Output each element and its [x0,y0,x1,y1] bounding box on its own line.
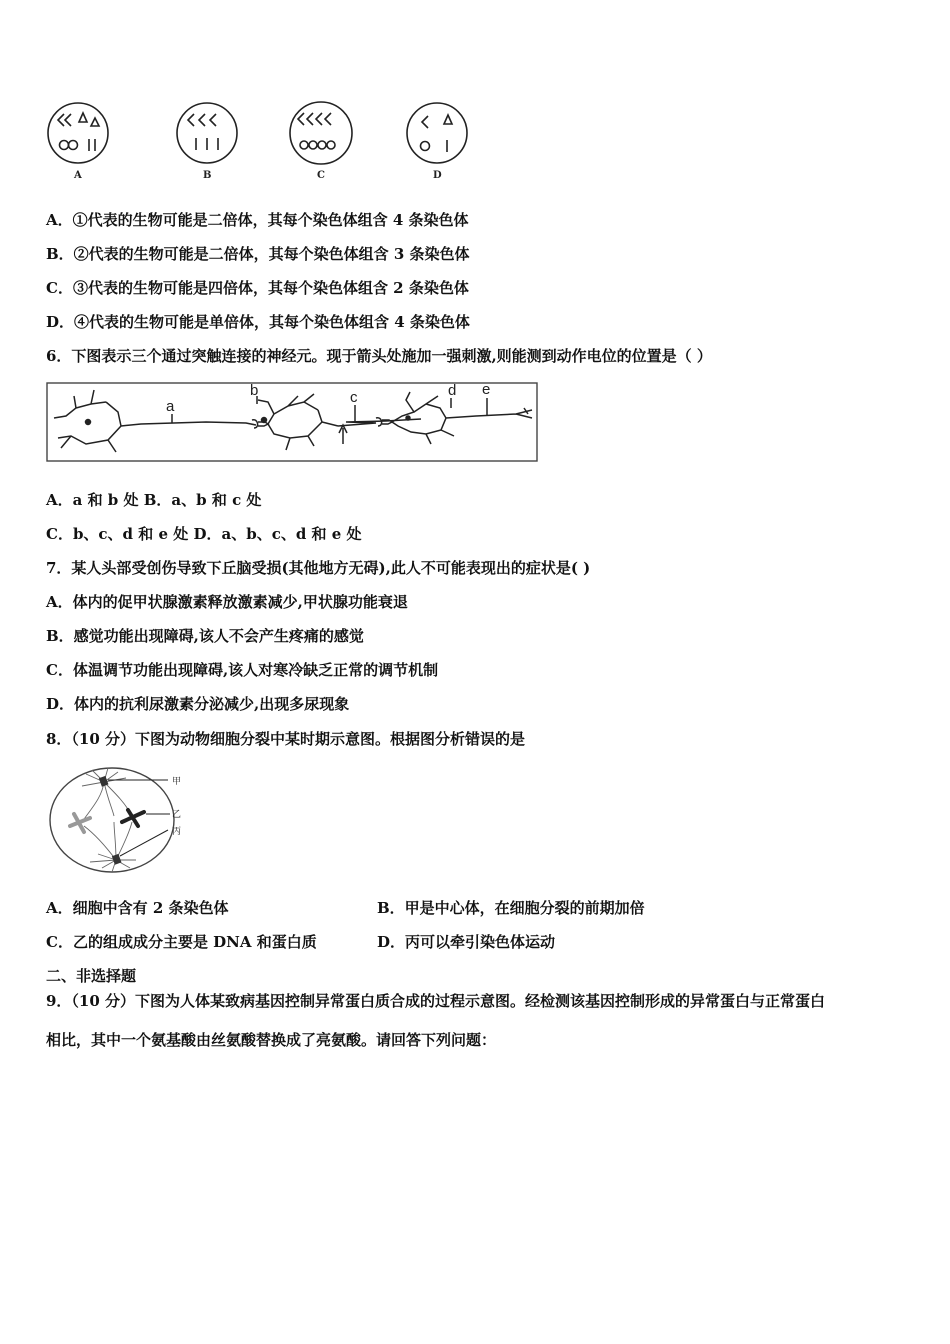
q8-stem: 8．（10 分）下图为动物细胞分裂中某时期示意图。根据图分析错误的是 [46,730,526,748]
cell-d-diagram [407,103,467,163]
neuron-label-d: d [448,382,457,399]
cell-b-diagram [177,103,237,163]
cell-a-diagram [48,103,108,163]
q7-stem: 7．某人头部受创伤导致下丘脑受损(其他地方无碍),此人不可能表现出的症状是( ) [46,559,591,577]
q6-options-ab[interactable]: A．a 和 b 处 B．a、b 和 c 处 [46,491,262,509]
q6-stem: 6．下图表示三个通过突触连接的神经元。现于箭头处施加一强刺激,则能测到动作电位的位置是（ ） [46,347,712,365]
q9-stem-line-1: 9．（10 分）下图为人体某致病基因控制异常蛋白质合成的过程示意图。经检测该基因控制形成的异常蛋白与正常蛋白 [46,992,826,1010]
q6-options-cd[interactable]: C．b、c、d 和 e 处 D．a、b、c、d 和 e 处 [46,525,362,543]
q7-option-b[interactable]: B．感觉功能出现障碍,该人不会产生疼痛的感觉 [46,627,364,645]
cell-label-bing: 丙 [172,827,182,837]
q8-option-b[interactable]: B．甲是中心体，在细胞分裂的前期加倍 [377,899,645,917]
q5-option-a[interactable]: A．①代表的生物可能是二倍体，其每个染色体组含 4 条染色体 [46,211,469,229]
figure-label-d: D [433,170,442,181]
cell-c-diagram [290,102,352,164]
q5-option-b[interactable]: B．②代表的生物可能是二倍体，其每个染色体组含 3 条染色体 [46,245,470,263]
q7-option-c[interactable]: C．体温调节功能出现障碍,该人对寒冷缺乏正常的调节机制 [46,661,439,679]
q5-option-d[interactable]: D．④代表的生物可能是单倍体，其每个染色体组含 4 条染色体 [46,313,470,331]
q5-option-c[interactable]: C．③代表的生物可能是四倍体，其每个染色体组含 2 条染色体 [46,279,469,297]
q8-option-d[interactable]: D．丙可以牵引染色体运动 [377,933,556,951]
neuron-label-a: a [166,398,175,415]
neuron-label-b: b [250,382,259,399]
q9-stem-line-2: 相比，其中一个氨基酸由丝氨酸替换成了亮氨酸。请回答下列问题： [46,1031,497,1049]
q8-option-c[interactable]: C．乙的组成成分主要是 DNA 和蛋白质 [46,933,317,951]
neuron-chain-figure [46,378,540,466]
q7-option-d[interactable]: D．体内的抗利尿激素分泌减少,出现多尿现象 [46,695,350,713]
neuron-label-c: c [350,389,358,406]
figure-label-a: A [74,170,82,181]
cell-label-jia: 甲 [172,777,182,787]
q8-option-a[interactable]: A．细胞中含有 2 条染色体 [46,899,229,917]
figure-label-b: B [203,170,212,181]
cell-label-yi: 乙 [172,810,182,820]
neuron-label-e: e [482,381,491,398]
section-2-title: 二、非选择题 [46,967,137,985]
figure-label-c: C [317,170,325,181]
chromosome-set-figure [40,96,480,186]
cell-division-figure [46,764,196,876]
q7-option-a[interactable]: A．体内的促甲状腺激素释放激素减少,甲状腺功能衰退 [46,593,408,611]
